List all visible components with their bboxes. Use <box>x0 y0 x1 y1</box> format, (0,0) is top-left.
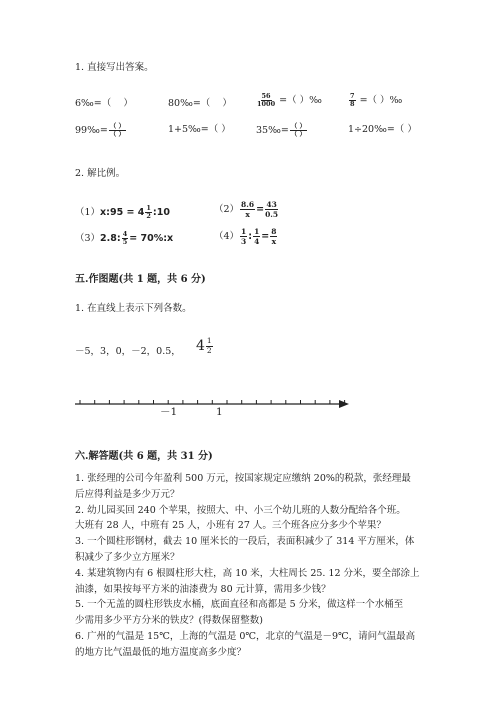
fraction-numerator: 1 <box>241 227 247 236</box>
section-1-title: 1. 直接写出答案。 <box>75 62 154 73</box>
item-35-permille <box>256 123 308 138</box>
fraction-numerator: 1 <box>146 204 151 212</box>
equation-text: 2.8: <box>100 233 121 244</box>
fraction-denominator: 3 <box>241 237 247 246</box>
fraction-denominator: 4 <box>254 237 260 246</box>
fraction-denominator: 8 <box>350 100 355 108</box>
fraction <box>240 227 247 246</box>
axis-label-minus-1: －1 <box>160 406 178 418</box>
section-5-heading: 五.作图题(共 1 题，共 6 分) <box>75 274 206 285</box>
item-99-permille <box>75 123 127 138</box>
item-text: =（ ）‰ <box>279 95 322 106</box>
problem-line: 5. 一个无盖的圆柱形铁皮水桶，底面直径和高都是 5 分米，做这样一个水桶至 <box>75 599 404 611</box>
item-number: （2） <box>214 204 240 215</box>
fraction-numerator: 1 <box>254 227 260 236</box>
section-6-heading: 六.解答题(共 6 题，共 31 分) <box>75 451 213 462</box>
section-5-question-1: 1. 在直线上表示下列各数。 <box>75 303 192 314</box>
mixed-whole: 4 <box>196 338 205 354</box>
fraction-numerator: 43 <box>266 200 277 209</box>
fraction <box>240 200 255 219</box>
axis-label-1: 1 <box>216 406 223 418</box>
fraction-numerator: 1 <box>206 336 212 345</box>
item-number: （4） <box>214 231 240 242</box>
fraction <box>206 337 213 355</box>
fraction-numerator: （ ） <box>109 122 126 130</box>
problem-line: 油漆，如果按每平方米的油漆费为 80 元计算，需用多少钱？ <box>75 583 331 595</box>
item-7-over-8 <box>348 93 402 108</box>
problem-line: 的地方比气温最低的地方温度高多少度？ <box>75 646 247 658</box>
item-number: （1） <box>75 207 101 218</box>
proportion-4 <box>214 227 278 246</box>
fraction <box>265 200 278 219</box>
item-text: 99‰= <box>75 125 108 136</box>
item-1-plus-5-permille: 1+5‰=（ ） <box>168 124 231 135</box>
item-6-permille <box>75 97 133 110</box>
item-text: =（ ）‰ <box>359 95 403 106</box>
proportion-2 <box>214 200 279 219</box>
colon: : <box>248 231 253 242</box>
number-line-arrow <box>339 400 349 408</box>
item-1-div-20-permille: 1÷20‰=（ ） <box>348 124 417 135</box>
fraction-denominator: 0.5 <box>265 210 279 219</box>
fraction-numerator: 8.6 <box>241 200 255 209</box>
fraction-denominator: 1000 <box>257 100 276 108</box>
problem-line: 4. 某建筑物内有 6 根圆柱形大柱，高 10 米，大柱周长 25. 12 分米，要全部涂上 <box>75 567 420 579</box>
mixed-number-4-1-2 <box>196 336 214 356</box>
item-text: ） <box>123 98 133 109</box>
fraction <box>257 93 275 108</box>
fraction <box>270 227 277 246</box>
fraction <box>109 123 126 138</box>
item-text: 6‰=（ <box>75 98 112 109</box>
fraction-numerator: 7 <box>350 92 355 100</box>
fraction <box>349 93 356 108</box>
word-problems <box>75 471 435 661</box>
number-line <box>70 395 355 425</box>
problem-line: 1. 张经理的公司今年盈利 500 万元，按国家规定应缴纳 20%的税款，张经理最 <box>75 473 411 484</box>
item-text: 35‰= <box>256 125 289 136</box>
fraction-numerator: 56 <box>261 92 271 100</box>
item-text: ） <box>222 98 232 109</box>
numbers-to-plot: －5，3，0，－2，0.5， <box>75 346 181 357</box>
item-56-over-1000 <box>256 93 322 108</box>
fraction-numerator: 4 <box>122 230 128 238</box>
problem-line: 6. 广州的气温是 15℃，上海的气温是 0℃，北京的气温是－9℃，请问气温最高 <box>75 630 416 642</box>
fraction-denominator: （ ） <box>109 130 126 138</box>
fraction <box>122 231 129 246</box>
fraction-denominator: （ ） <box>290 130 307 138</box>
proportion-3 <box>75 231 173 246</box>
fraction <box>290 123 307 138</box>
equals-sign: = <box>261 231 270 242</box>
fraction <box>253 227 260 246</box>
item-80-permille <box>168 97 232 110</box>
fraction-denominator: 2 <box>146 212 151 220</box>
fraction-denominator: 2 <box>206 345 212 355</box>
equation-text: :10 <box>152 207 170 218</box>
fraction-denominator: 5 <box>122 238 128 246</box>
fraction-numerator: （ ） <box>290 122 307 130</box>
problem-line: 2. 幼儿园买回 240 个苹果，按照大、中、小三个幼儿班的人数分配给各个班。 <box>75 504 406 516</box>
fraction <box>145 205 152 220</box>
problem-line: 大班有 28 人，中班有 25 人，小班有 27 人。三个班各应分多少个苹果？ <box>75 520 386 532</box>
problem-line: 3. 一个圆柱形钢材，截去 10 厘米长的一段后，表面积减少了 314 平方厘米，体 <box>75 536 415 548</box>
fraction-numerator: 8 <box>271 227 277 236</box>
fraction-denominator: x <box>245 210 250 219</box>
item-number: （3） <box>75 233 101 244</box>
fraction-denominator: x <box>271 237 277 246</box>
section-2-title: 2. 解比例。 <box>75 168 126 179</box>
equals-sign: = <box>256 204 265 215</box>
equation-text: = 70%:x <box>129 233 174 244</box>
item-text: 80‰=（ <box>168 98 211 109</box>
proportion-1 <box>75 205 170 220</box>
problem-line: 少需用多少平方分米的铁皮？(得数保留整数) <box>75 615 263 627</box>
problem-line: 积减少了多少立方厘米？ <box>75 551 180 563</box>
equation-text: x:95 = 4 <box>100 207 145 218</box>
problem-line: 后应得利益是多少万元？ <box>75 488 180 500</box>
